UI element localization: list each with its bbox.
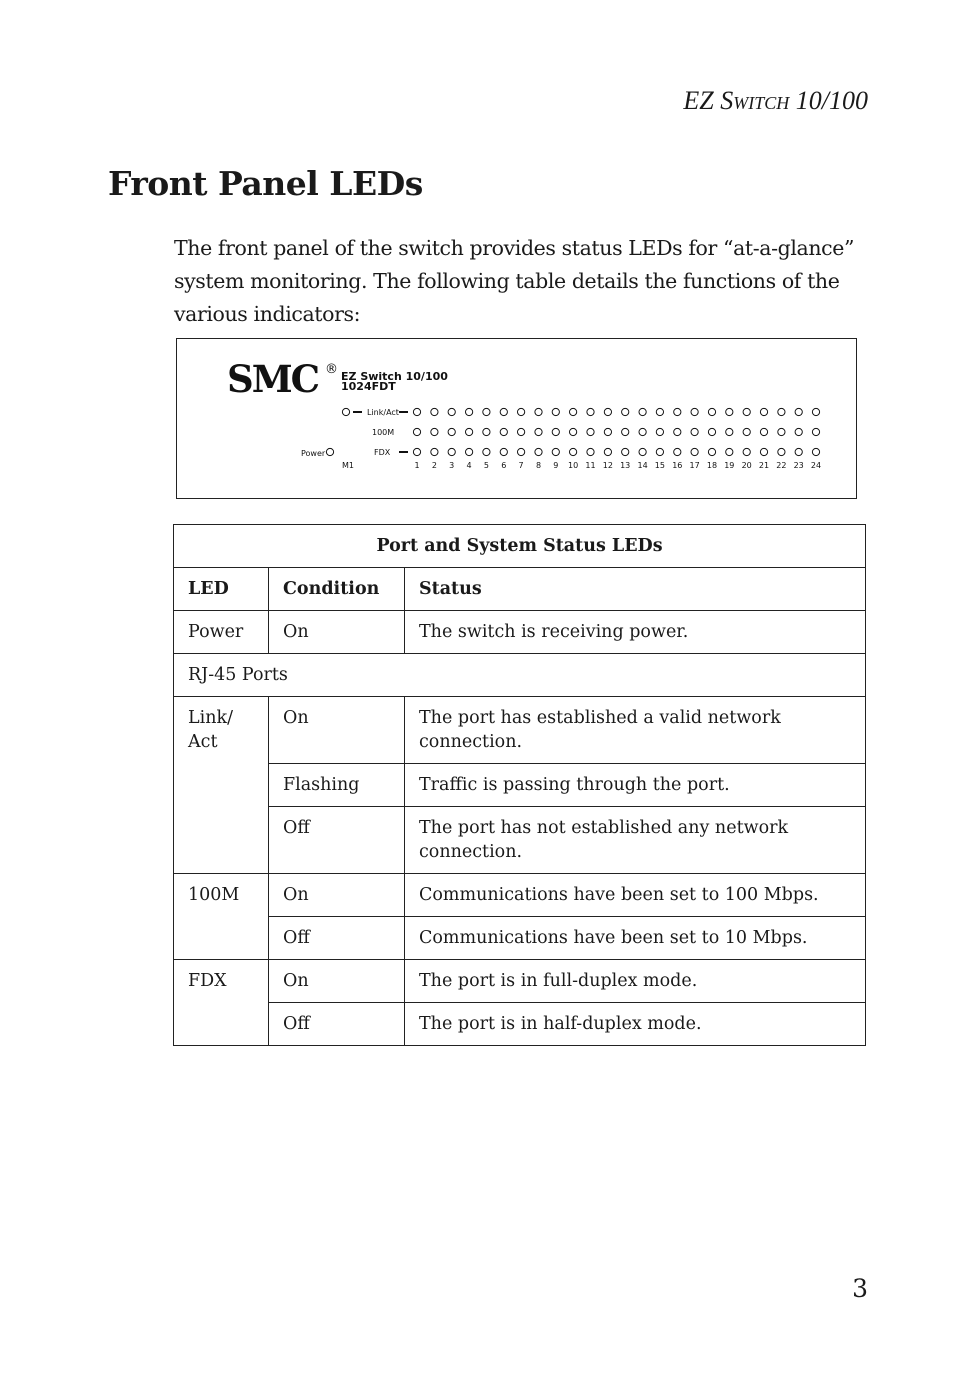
- cell-condition: Off: [269, 917, 405, 960]
- port-number-label: 3: [449, 461, 455, 470]
- port-number-label: 11: [585, 461, 596, 470]
- port-24-fdx-led: [812, 448, 819, 455]
- port-8-fdx-led: [535, 448, 542, 455]
- port-number-label: 18: [706, 461, 718, 470]
- cell-led: 100M: [174, 874, 269, 960]
- port-21-fdx-led: [760, 448, 767, 455]
- cell-status: The port is in full-duplex mode.: [405, 960, 866, 1003]
- port-2-fdx-led: [431, 448, 438, 455]
- table-row: [174, 960, 866, 1003]
- port-16-link-act-led: [674, 408, 681, 415]
- running-title-smallcaps: WITCH: [733, 93, 790, 113]
- power-label: Power: [301, 449, 326, 458]
- link-act-row-bar: [399, 411, 408, 413]
- port-8-link-act-led: [535, 408, 542, 415]
- port-17-fdx-led: [691, 448, 698, 455]
- port-22-100m-led: [778, 428, 785, 435]
- cell-status: Communications have been set to 100 Mbps.: [405, 874, 866, 917]
- port-number-label: 5: [483, 461, 489, 470]
- port-16-100m-led: [674, 428, 681, 435]
- model-name: EZ Switch 10/100: [341, 370, 448, 383]
- cell-led: Power: [174, 611, 269, 654]
- port-number-label: 17: [689, 461, 700, 470]
- port-14-fdx-led: [639, 448, 646, 455]
- port-4-fdx-led: [466, 448, 473, 455]
- port-13-100m-led: [622, 428, 629, 435]
- running-title-tail: 10/100: [789, 86, 868, 115]
- port-10-link-act-led: [570, 408, 577, 415]
- port-number-label: 16: [672, 461, 683, 470]
- section-rj45-ports: RJ-45 Ports: [174, 654, 866, 697]
- port-number-label: 23: [793, 461, 804, 470]
- cell-status: The port is in half-duplex mode.: [405, 1003, 866, 1046]
- model-number: 1024FDT: [341, 380, 396, 393]
- cell-condition: Flashing: [269, 764, 405, 807]
- port-14-100m-led: [639, 428, 646, 435]
- port-21-link-act-led: [760, 408, 767, 415]
- port-20-100m-led: [743, 428, 750, 435]
- port-11-100m-led: [587, 428, 594, 435]
- port-number-label: 21: [758, 461, 770, 470]
- port-number-label: 4: [466, 461, 472, 470]
- table-row: [174, 917, 866, 960]
- port-17-link-act-led: [691, 408, 698, 415]
- cell-led: Link/ Act: [174, 697, 269, 874]
- port-9-link-act-led: [552, 408, 559, 415]
- running-title-lead: EZ S: [683, 86, 734, 115]
- cell-status: The switch is receiving power.: [405, 611, 866, 654]
- port-17-100m-led: [691, 428, 698, 435]
- led-status-table: [173, 524, 866, 1046]
- port-12-link-act-led: [604, 408, 611, 415]
- cell-condition: On: [269, 874, 405, 917]
- port-23-link-act-led: [795, 408, 802, 415]
- port-number-label: 1: [414, 461, 420, 470]
- cell-condition: On: [269, 697, 405, 764]
- table-row: [174, 764, 866, 807]
- port-9-fdx-led: [552, 448, 559, 455]
- port-11-link-act-led: [587, 408, 594, 415]
- port-3-link-act-led: [448, 408, 455, 415]
- port-6-link-act-led: [500, 408, 507, 415]
- power-led: [326, 448, 333, 455]
- port-number-label: 15: [654, 461, 665, 470]
- header-condition: Condition: [269, 568, 405, 611]
- page-number: 3: [852, 1274, 868, 1303]
- header-status: Status: [405, 568, 866, 611]
- table-row: [174, 1003, 866, 1046]
- port-4-100m-led: [466, 428, 473, 435]
- table-caption: Port and System Status LEDs: [174, 525, 866, 568]
- front-panel-drawing: [177, 339, 858, 500]
- port-16-fdx-led: [674, 448, 681, 455]
- row-label-fdx: FDX: [374, 448, 391, 457]
- cell-led: FDX: [174, 960, 269, 1046]
- port-15-fdx-led: [656, 448, 663, 455]
- running-header: [683, 86, 868, 116]
- port-18-100m-led: [708, 428, 715, 435]
- port-number-label: 6: [501, 461, 507, 470]
- row-label-link-act: Link/Act: [367, 408, 399, 417]
- port-20-link-act-led: [743, 408, 750, 415]
- port-6-100m-led: [500, 428, 507, 435]
- fdx-row-bar: [399, 451, 408, 453]
- table-row: [174, 807, 866, 874]
- port-18-link-act-led: [708, 408, 715, 415]
- port-5-100m-led: [483, 428, 490, 435]
- header-led: LED: [174, 568, 269, 611]
- page-title: Front Panel LEDs: [108, 164, 423, 203]
- port-12-100m-led: [604, 428, 611, 435]
- table-header-row: [174, 568, 866, 611]
- port-20-fdx-led: [743, 448, 750, 455]
- port-10-100m-led: [570, 428, 577, 435]
- smc-logo: SMC: [227, 357, 319, 401]
- port-number-label: 8: [535, 461, 542, 470]
- port-3-fdx-led: [448, 448, 455, 455]
- port-1-fdx-led: [413, 448, 420, 455]
- cell-condition: Off: [269, 807, 405, 874]
- port-22-fdx-led: [778, 448, 785, 455]
- cell-status: The port has not established any network connection.: [405, 807, 866, 874]
- port-number-label: 19: [724, 461, 735, 470]
- port-led-grid: [413, 408, 821, 470]
- port-4-link-act-led: [466, 408, 473, 415]
- port-number-label: 22: [776, 461, 787, 470]
- cell-condition: Off: [269, 1003, 405, 1046]
- port-10-fdx-led: [570, 448, 577, 455]
- port-1-100m-led: [413, 428, 420, 435]
- intro-paragraph: The front panel of the switch provides status LEDs for “at-a-glance” system monitoring. The following table details the functions of the various indicators:: [174, 236, 855, 326]
- port-11-fdx-led: [587, 448, 594, 455]
- table-row: [174, 874, 866, 917]
- port-7-100m-led: [518, 428, 525, 435]
- port-13-link-act-led: [622, 408, 629, 415]
- port-24-link-act-led: [812, 408, 819, 415]
- table-section-row: [174, 654, 866, 697]
- registered-mark: ®: [325, 362, 338, 377]
- port-6-fdx-led: [500, 448, 507, 455]
- port-5-link-act-led: [483, 408, 490, 415]
- front-panel-figure: [176, 338, 857, 499]
- port-number-label: 9: [553, 461, 559, 470]
- port-number-label: 10: [568, 461, 579, 470]
- port-7-link-act-led: [518, 408, 525, 415]
- port-12-fdx-led: [604, 448, 611, 455]
- link-act-key-led: [342, 408, 349, 415]
- port-number-label: 12: [602, 461, 613, 470]
- port-15-link-act-led: [656, 408, 663, 415]
- table-caption-row: [174, 525, 866, 568]
- port-number-label: 2: [431, 461, 437, 470]
- cell-status: The port has established a valid network connection.: [405, 697, 866, 764]
- port-number-label: 14: [637, 461, 648, 470]
- port-number-label: 7: [518, 461, 524, 470]
- cell-status: Communications have been set to 10 Mbps.: [405, 917, 866, 960]
- port-21-100m-led: [760, 428, 767, 435]
- port-19-fdx-led: [726, 448, 733, 455]
- port-13-fdx-led: [622, 448, 629, 455]
- port-19-link-act-led: [726, 408, 733, 415]
- port-9-100m-led: [552, 428, 559, 435]
- port-15-100m-led: [656, 428, 663, 435]
- port-24-100m-led: [812, 428, 819, 435]
- port-3-100m-led: [448, 428, 455, 435]
- port-2-link-act-led: [431, 408, 438, 415]
- port-18-fdx-led: [708, 448, 715, 455]
- port-23-fdx-led: [795, 448, 802, 455]
- table-row: [174, 697, 866, 764]
- table-row: [174, 611, 866, 654]
- port-7-fdx-led: [518, 448, 525, 455]
- port-number-label: 24: [810, 461, 822, 470]
- port-22-link-act-led: [778, 408, 785, 415]
- row-label-100m: 100M: [372, 428, 395, 437]
- port-5-fdx-led: [483, 448, 490, 455]
- port-1-link-act-led: [413, 408, 420, 415]
- port-number-label: 13: [620, 461, 631, 470]
- cell-condition: On: [269, 611, 405, 654]
- link-act-key-bar: [353, 411, 362, 413]
- port-14-link-act-led: [639, 408, 646, 415]
- port-19-100m-led: [726, 428, 733, 435]
- port-8-100m-led: [535, 428, 542, 435]
- module-label: M1: [342, 461, 354, 470]
- port-number-label: 20: [741, 461, 752, 470]
- port-23-100m-led: [795, 428, 802, 435]
- cell-status: Traffic is passing through the port.: [405, 764, 866, 807]
- port-2-100m-led: [431, 428, 438, 435]
- cell-condition: On: [269, 960, 405, 1003]
